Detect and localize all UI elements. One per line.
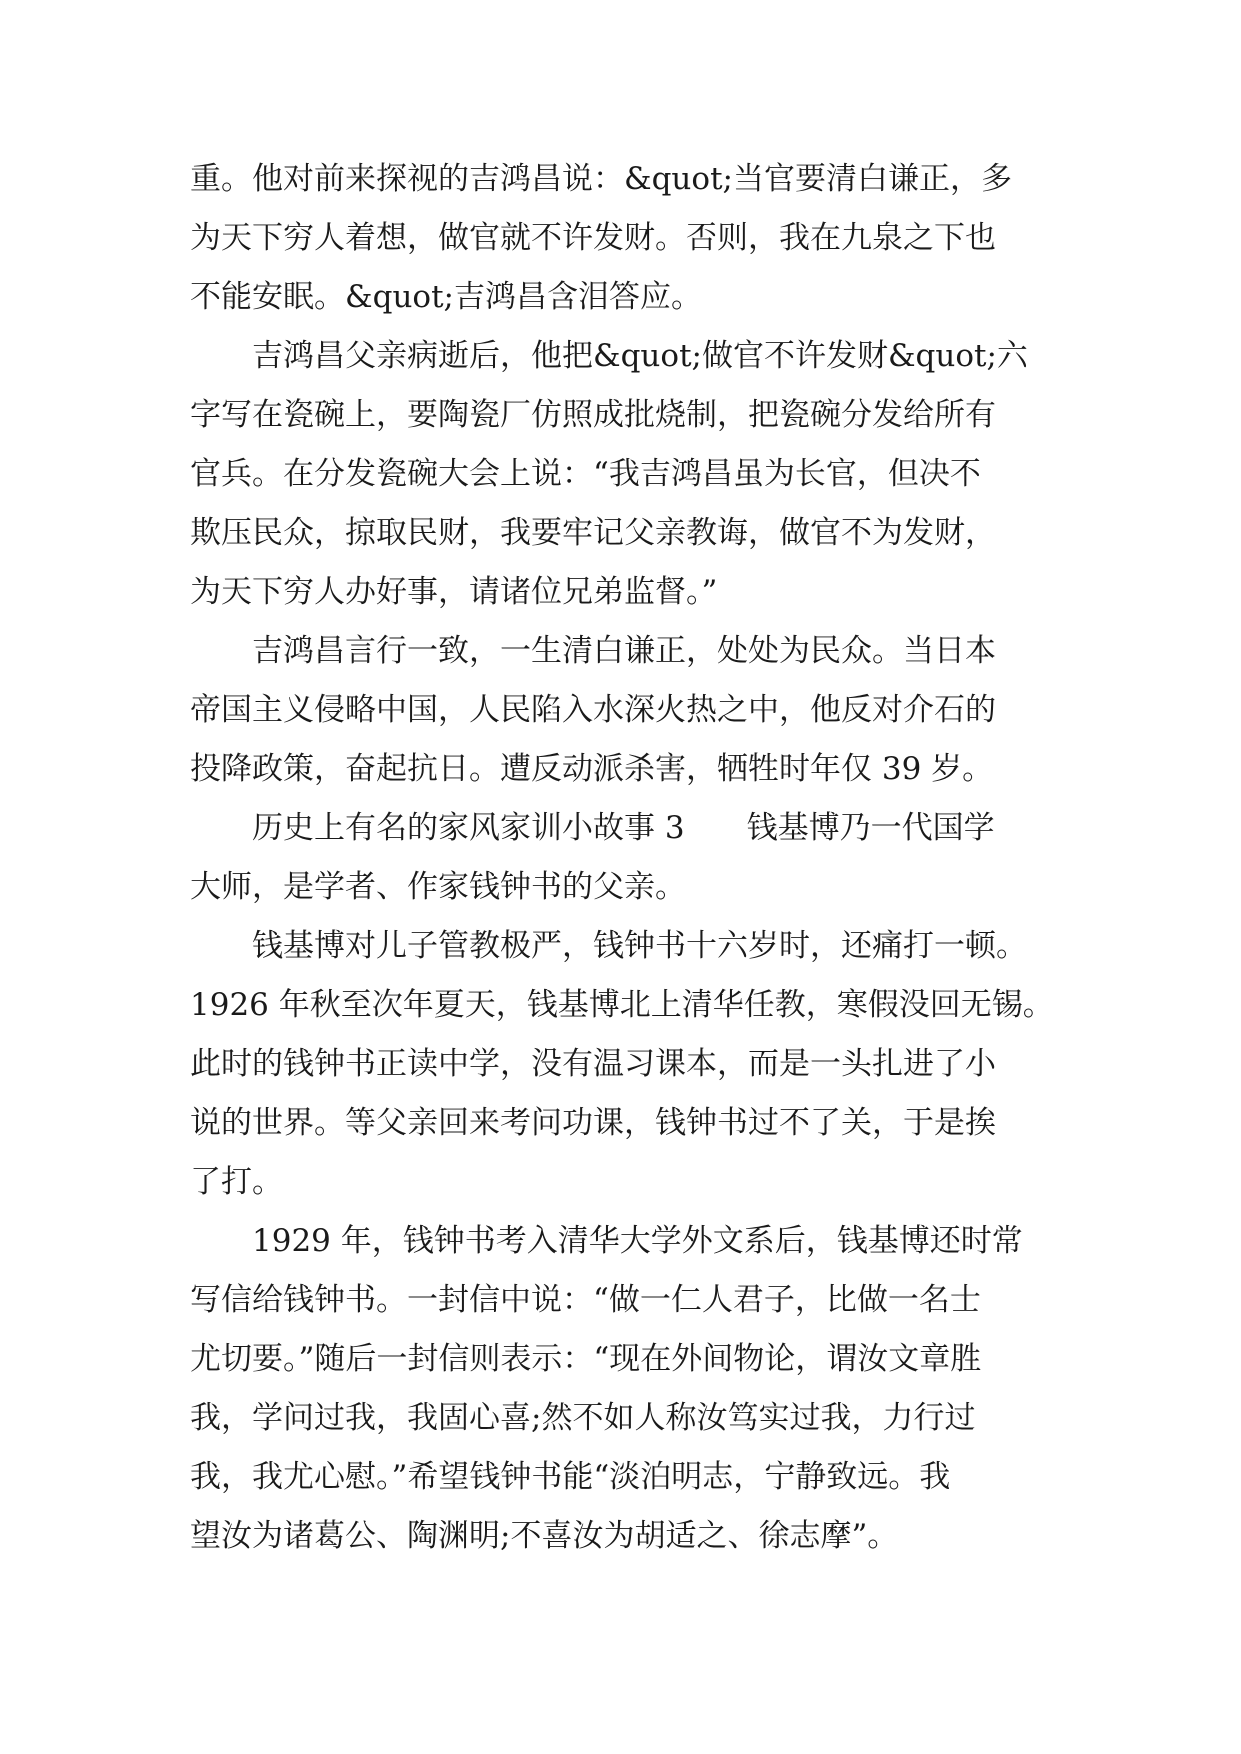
text-line: 重。他对前来探视的吉鸿昌说：&quot;当官要清白谦正，多 [190, 161, 1012, 197]
text-line: 了打。 [190, 1164, 283, 1200]
paragraph [190, 327, 1060, 622]
text-line: 官兵。在分发瓷碗大会上说：“我吉鸿昌虽为长官，但决不 [190, 456, 981, 492]
text-line: 1929 年，钱钟书考入清华大学外文系后，钱基博还时常 [252, 1223, 1023, 1259]
paragraph [190, 917, 1060, 1212]
text-line: 我，学问过我，我固心喜;然不如人称汝笃实过我，力行过 [190, 1400, 976, 1436]
text-line: 说的世界。等父亲回来考问功课，钱钟书过不了关，于是挨 [190, 1105, 996, 1141]
text-line: 字写在瓷碗上，要陶瓷厂仿照成批烧制，把瓷碗分发给所有 [190, 397, 996, 433]
text-line: 钱基博对儿子管教极严，钱钟书十六岁时，还痛打一顿。 [252, 928, 1027, 964]
text-line: 不能安眠。&quot;吉鸿昌含泪答应。 [190, 279, 702, 315]
paragraph [190, 799, 1060, 917]
text-line: 吉鸿昌父亲病逝后，他把&quot;做官不许发财&quot;六 [252, 338, 1028, 374]
body-text [190, 150, 1060, 1566]
text-line: 1926 年秋至次年夏天，钱基博北上清华任教，寒假没回无锡。 [190, 987, 1054, 1023]
text-line: 历史上有名的家风家训小故事 3 钱基博乃一代国学 [252, 810, 995, 846]
text-line: 帝国主义侵略中国，人民陷入水深火热之中，他反对介石的 [190, 692, 996, 728]
text-line: 欺压民众，掠取民财，我要牢记父亲教诲，做官不为发财， [190, 515, 996, 551]
text-line: 望汝为诸葛公、陶渊明;不喜汝为胡适之、徐志摩”。 [190, 1518, 899, 1554]
text-line: 此时的钱钟书正读中学，没有温习课本，而是一头扎进了小 [190, 1046, 996, 1082]
text-line: 尤切要。”随后一封信则表示：“现在外间物论，谓汝文章胜 [190, 1341, 982, 1377]
paragraph [190, 622, 1060, 799]
text-line: 投降政策，奋起抗日。遭反动派杀害，牺牲时年仅 39 岁。 [190, 751, 994, 787]
text-line: 我，我尤心慰。”希望钱钟书能“淡泊明志，宁静致远。我 [190, 1459, 951, 1495]
text-line: 吉鸿昌言行一致，一生清白谦正，处处为民众。当日本 [252, 633, 996, 669]
text-line: 为天下穷人着想，做官就不许发财。否则，我在九泉之下也 [190, 220, 996, 256]
text-line: 为天下穷人办好事，请诸位兄弟监督。” [190, 574, 718, 610]
text-line: 写信给钱钟书。一封信中说：“做一仁人君子，比做一名士 [190, 1282, 981, 1318]
text-line: 大师，是学者、作家钱钟书的父亲。 [190, 869, 686, 905]
paragraph [190, 1212, 1060, 1566]
paragraph [190, 150, 1060, 327]
